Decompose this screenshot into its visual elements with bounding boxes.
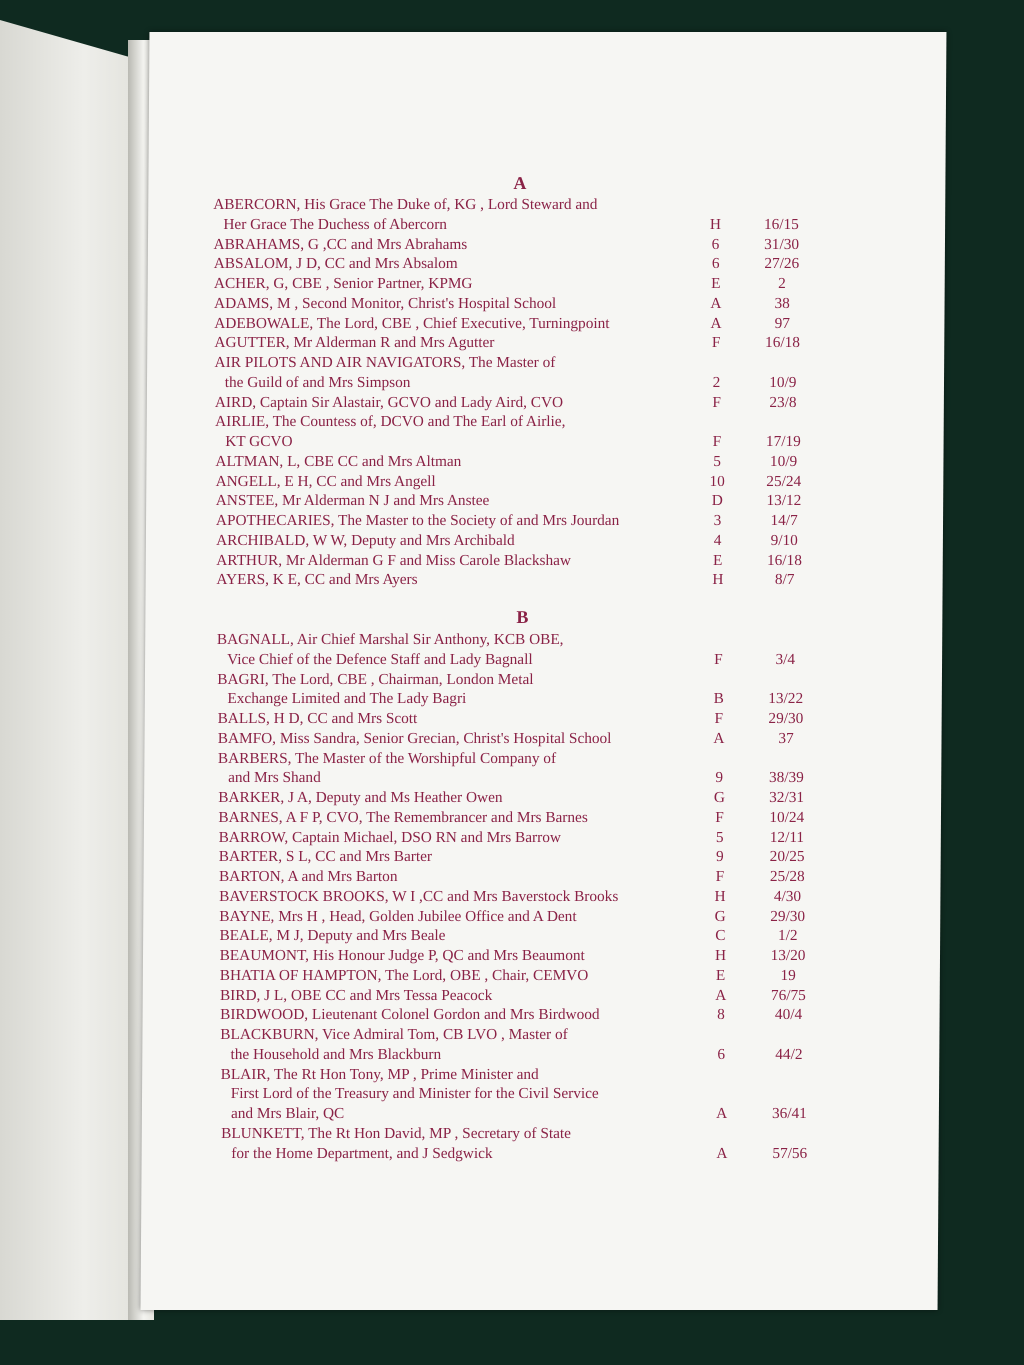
guest-name: BALLS, H D, CC and Mrs Scott bbox=[217, 710, 418, 727]
guest-entry-line bbox=[148, 254, 938, 274]
guest-name: BAGNALL, Air Chief Marshal Sir Anthony, KCB OBE, bbox=[216, 631, 564, 648]
table-number: B bbox=[713, 690, 724, 708]
table-number: A bbox=[716, 1144, 728, 1162]
seat-number: 29/30 bbox=[770, 907, 806, 925]
guest-name: AIRD, Captain Sir Alastair, GCVO and Lady Aird, CVO bbox=[214, 393, 564, 411]
table-number: E bbox=[711, 275, 721, 292]
guest-name: Vice Chief of the Defence Staff and Lady Bagnall bbox=[227, 650, 533, 668]
guest-name: Her Grace The Duchess of Abercorn bbox=[223, 215, 448, 233]
guest-entry-line bbox=[144, 847, 934, 867]
guest-name: ANGELL, E H, CC and Mrs Angell bbox=[215, 472, 436, 490]
guest-entry-line bbox=[142, 1065, 932, 1085]
guest-name: BARNES, A F P, CVO, The Remembrancer and Mrs Barnes bbox=[218, 808, 588, 826]
guest-entry-line bbox=[144, 768, 934, 788]
guest-name: BAVERSTOCK BROOKS, W I ,CC and Mrs Baverstock Brooks bbox=[219, 887, 619, 905]
guest-entry-line bbox=[147, 294, 937, 314]
seat-number: 16/18 bbox=[765, 334, 800, 352]
guest-name: KT GCVO bbox=[225, 433, 293, 450]
table-number: D bbox=[711, 492, 723, 510]
guest-entry-line bbox=[146, 570, 936, 590]
guest-name: ALTMAN, L, CBE CC and Mrs Altman bbox=[215, 452, 462, 470]
guest-entry-line bbox=[143, 1005, 933, 1025]
guest-entry-line bbox=[148, 235, 938, 255]
guest-entry-line bbox=[145, 689, 935, 709]
seat-number: 14/7 bbox=[770, 512, 798, 529]
seat-number: 13/20 bbox=[770, 947, 806, 964]
seat-number: 40/4 bbox=[774, 1006, 803, 1024]
guest-entry-line bbox=[145, 630, 935, 650]
guest-entry-line bbox=[147, 412, 937, 432]
guest-entry-line bbox=[142, 1144, 932, 1164]
seat-number: 10/9 bbox=[769, 452, 798, 470]
guest-name: ACHER, G, CBE , Senior Partner, KPMG bbox=[213, 275, 473, 292]
seat-number: 97 bbox=[774, 314, 791, 332]
seat-number: 27/26 bbox=[764, 255, 800, 273]
table-number: A bbox=[710, 314, 722, 332]
guest-entry-line bbox=[147, 353, 937, 373]
left-page bbox=[0, 20, 140, 1320]
guest-entry-line bbox=[147, 333, 937, 353]
table-number: 6 bbox=[711, 235, 720, 253]
guest-entry-line bbox=[145, 670, 935, 690]
guest-name: First Lord of the Treasury and Minister for the Civil Service bbox=[230, 1085, 599, 1103]
seat-number: 10/24 bbox=[769, 808, 805, 826]
table-number: H bbox=[714, 887, 726, 905]
table-number: 10 bbox=[709, 472, 725, 490]
guest-name: BAMFO, Miss Sandra, Senior Grecian, Christ's Hospital School bbox=[217, 729, 612, 747]
guest-entry-line bbox=[142, 1104, 932, 1124]
guest-name: BAGRI, The Lord, CBE , Chairman, London Metal bbox=[217, 670, 534, 688]
table-number: 6 bbox=[711, 255, 720, 273]
guest-name: and Mrs Blair, QC bbox=[230, 1105, 345, 1122]
table-number: F bbox=[712, 393, 721, 411]
seat-number: 38 bbox=[774, 294, 790, 312]
table-number: 8 bbox=[717, 1006, 725, 1024]
guest-name: AGUTTER, Mr Alderman R and Mrs Agutter bbox=[214, 334, 495, 352]
seat-number: 44/2 bbox=[775, 1045, 803, 1063]
guest-name: ADAMS, M , Second Monitor, Christ's Hospital School bbox=[214, 294, 557, 312]
seat-number: 8/7 bbox=[774, 571, 795, 589]
guest-name: BLACKBURN, Vice Admiral Tom, CB LVO , Master of bbox=[220, 1026, 568, 1043]
guest-name: AIR PILOTS AND AIR NAVIGATORS, The Master of bbox=[214, 354, 556, 371]
guest-name: BIRD, J L, OBE CC and Mrs Tessa Peacock bbox=[219, 986, 493, 1004]
table-number: 2 bbox=[712, 373, 721, 391]
table-number: A bbox=[715, 986, 727, 1004]
guest-entry-line bbox=[144, 808, 934, 828]
guest-entry-line bbox=[146, 551, 936, 571]
table-number: H bbox=[714, 947, 727, 964]
table-number: F bbox=[711, 334, 721, 352]
guest-name: Exchange Limited and The Lady Bagri bbox=[227, 690, 467, 708]
guest-name: ANSTEE, Mr Alderman N J and Mrs Anstee bbox=[215, 492, 490, 510]
guest-name: BARROW, Captain Michael, DSO RN and Mrs Barrow bbox=[218, 828, 562, 846]
guest-entry-line bbox=[146, 491, 936, 511]
table-number: 5 bbox=[715, 828, 724, 846]
guest-entry-line bbox=[146, 452, 936, 472]
seat-number: 16/18 bbox=[766, 551, 802, 569]
guest-entry-line bbox=[147, 373, 937, 393]
table-number: A bbox=[716, 1105, 728, 1122]
guest-entry-line bbox=[145, 709, 935, 729]
guest-entry-line bbox=[143, 986, 933, 1006]
guest-name: BIRDWOOD, Lieutenant Colonel Gordon and Mrs Birdwood bbox=[220, 1006, 600, 1024]
seat-number: 37 bbox=[778, 729, 794, 747]
table-number: F bbox=[714, 710, 724, 727]
guest-entry-line bbox=[143, 867, 933, 887]
table-number: 3 bbox=[713, 512, 722, 529]
guest-name: ARCHIBALD, W W, Deputy and Mrs Archibald bbox=[216, 531, 515, 549]
guest-name: BARTER, S L, CC and Mrs Barter bbox=[218, 848, 433, 866]
guest-name: for the Home Department, and J Sedgwick bbox=[231, 1144, 493, 1162]
table-number: A bbox=[713, 729, 725, 747]
guest-name: the Guild of and Mrs Simpson bbox=[224, 373, 411, 391]
seat-number: 20/25 bbox=[769, 848, 805, 866]
seat-number: 19 bbox=[780, 966, 796, 984]
guest-name: BLUNKETT, The Rt Hon David, MP , Secretary of State bbox=[221, 1124, 572, 1142]
guest-entry-line bbox=[148, 215, 938, 235]
guest-entry-line bbox=[142, 1045, 932, 1065]
table-number: 9 bbox=[715, 848, 724, 866]
guest-name: ABERCORN, His Grace The Duke of, KG , Lord Steward and bbox=[213, 196, 598, 213]
guest-entry-line bbox=[148, 274, 938, 294]
table-number: G bbox=[713, 789, 726, 806]
guest-entry-line bbox=[145, 650, 935, 670]
table-number: F bbox=[715, 808, 724, 826]
seat-number: 17/19 bbox=[765, 433, 801, 450]
seat-number: 13/12 bbox=[766, 492, 802, 510]
guest-entry-line bbox=[142, 1084, 932, 1104]
seat-number: 1/2 bbox=[777, 927, 798, 945]
section-letter: B bbox=[516, 607, 529, 627]
guest-name: ADEBOWALE, The Lord, CBE , Chief Executive, Turningpoint bbox=[214, 314, 610, 332]
guest-entry-line bbox=[147, 314, 937, 334]
seat-number: 57/56 bbox=[772, 1144, 808, 1162]
guest-name: APOTHECARIES, The Master to the Society of and Mrs Jourdan bbox=[215, 512, 620, 529]
guest-entry-line bbox=[143, 946, 933, 966]
table-number: H bbox=[712, 571, 724, 589]
table-number: F bbox=[714, 650, 723, 668]
table-number: 9 bbox=[715, 769, 724, 787]
seat-number: 10/9 bbox=[769, 373, 797, 391]
seat-number: 31/30 bbox=[764, 235, 800, 253]
guest-name: and Mrs Shand bbox=[228, 769, 321, 787]
seat-number: 4/30 bbox=[773, 887, 802, 905]
guest-entry-line bbox=[147, 393, 937, 413]
guest-name: BARTON, A and Mrs Barton bbox=[218, 868, 398, 885]
guest-name: ARTHUR, Mr Alderman G F and Miss Carole Blackshaw bbox=[216, 551, 572, 569]
guest-name: BEAUMONT, His Honour Judge P, QC and Mrs Beaumont bbox=[219, 947, 585, 964]
section-letter: A bbox=[513, 173, 527, 193]
table-number: 5 bbox=[713, 452, 721, 470]
guest-entry-line bbox=[144, 729, 934, 749]
guest-entry-line bbox=[143, 887, 933, 907]
guest-name: the Household and Mrs Blackburn bbox=[230, 1045, 442, 1063]
seat-number: 38/39 bbox=[768, 769, 804, 787]
seat-number: 29/30 bbox=[768, 710, 804, 727]
guest-entry-line bbox=[144, 749, 934, 769]
table-number: F bbox=[715, 868, 725, 885]
guest-entry-line bbox=[144, 788, 934, 808]
table-number: 6 bbox=[717, 1045, 726, 1063]
guest-entry-line bbox=[143, 907, 933, 927]
table-number: H bbox=[709, 215, 721, 233]
guest-name: AYERS, K E, CC and Mrs Ayers bbox=[216, 571, 418, 589]
guest-entry-line bbox=[146, 511, 936, 531]
guest-name: BAYNE, Mrs H , Head, Golden Jubilee Office and A Dent bbox=[219, 907, 577, 925]
guest-name: AIRLIE, The Countess of, DCVO and The Earl of Airlie, bbox=[215, 413, 566, 431]
table-number: F bbox=[712, 433, 722, 450]
guest-entry-line bbox=[142, 1025, 932, 1045]
guest-name: ABRAHAMS, G ,CC and Mrs Abrahams bbox=[213, 235, 468, 253]
guest-name: BARKER, J A, Deputy and Ms Heather Owen bbox=[218, 789, 503, 806]
seat-number: 2 bbox=[778, 275, 786, 292]
table-number: G bbox=[714, 907, 726, 925]
guest-entry-line bbox=[146, 472, 936, 492]
seat-number: 25/28 bbox=[769, 868, 805, 885]
table-number: A bbox=[710, 294, 722, 312]
seat-number: 16/15 bbox=[763, 215, 799, 233]
seat-number: 9/10 bbox=[770, 531, 798, 549]
guest-entry-line bbox=[144, 828, 934, 848]
seat-number: 3/4 bbox=[775, 650, 796, 668]
guest-name: BHATIA OF HAMPTON, The Lord, OBE , Chair, CEMVO bbox=[219, 966, 589, 984]
guest-name: BARBERS, The Master of the Worshipful Company of bbox=[217, 749, 557, 767]
table-number: E bbox=[712, 551, 723, 569]
guest-entry-line bbox=[143, 966, 933, 986]
seat-number: 23/8 bbox=[769, 393, 797, 411]
table-number: C bbox=[715, 927, 726, 945]
guest-name: BLAIR, The Rt Hon Tony, MP , Prime Minister and bbox=[220, 1065, 539, 1083]
seat-number: 12/11 bbox=[769, 828, 805, 846]
seat-number: 76/75 bbox=[770, 986, 806, 1004]
seat-number: 36/41 bbox=[771, 1105, 807, 1122]
guest-entry-line bbox=[143, 926, 933, 946]
table-number: 4 bbox=[713, 531, 722, 549]
guest-entry-line bbox=[148, 195, 938, 215]
guest-entry-line bbox=[146, 531, 936, 551]
guest-entry-line bbox=[147, 432, 937, 452]
guest-list-page bbox=[141, 32, 947, 1310]
guest-name: ABSALOM, J D, CC and Mrs Absalom bbox=[213, 255, 458, 273]
table-number: E bbox=[715, 966, 726, 984]
seat-number: 32/31 bbox=[769, 789, 805, 806]
guest-entry-line bbox=[142, 1124, 932, 1144]
seat-number: 25/24 bbox=[766, 472, 802, 490]
seat-number: 13/22 bbox=[768, 690, 804, 708]
guest-name: BEALE, M J, Deputy and Mrs Beale bbox=[219, 927, 446, 945]
